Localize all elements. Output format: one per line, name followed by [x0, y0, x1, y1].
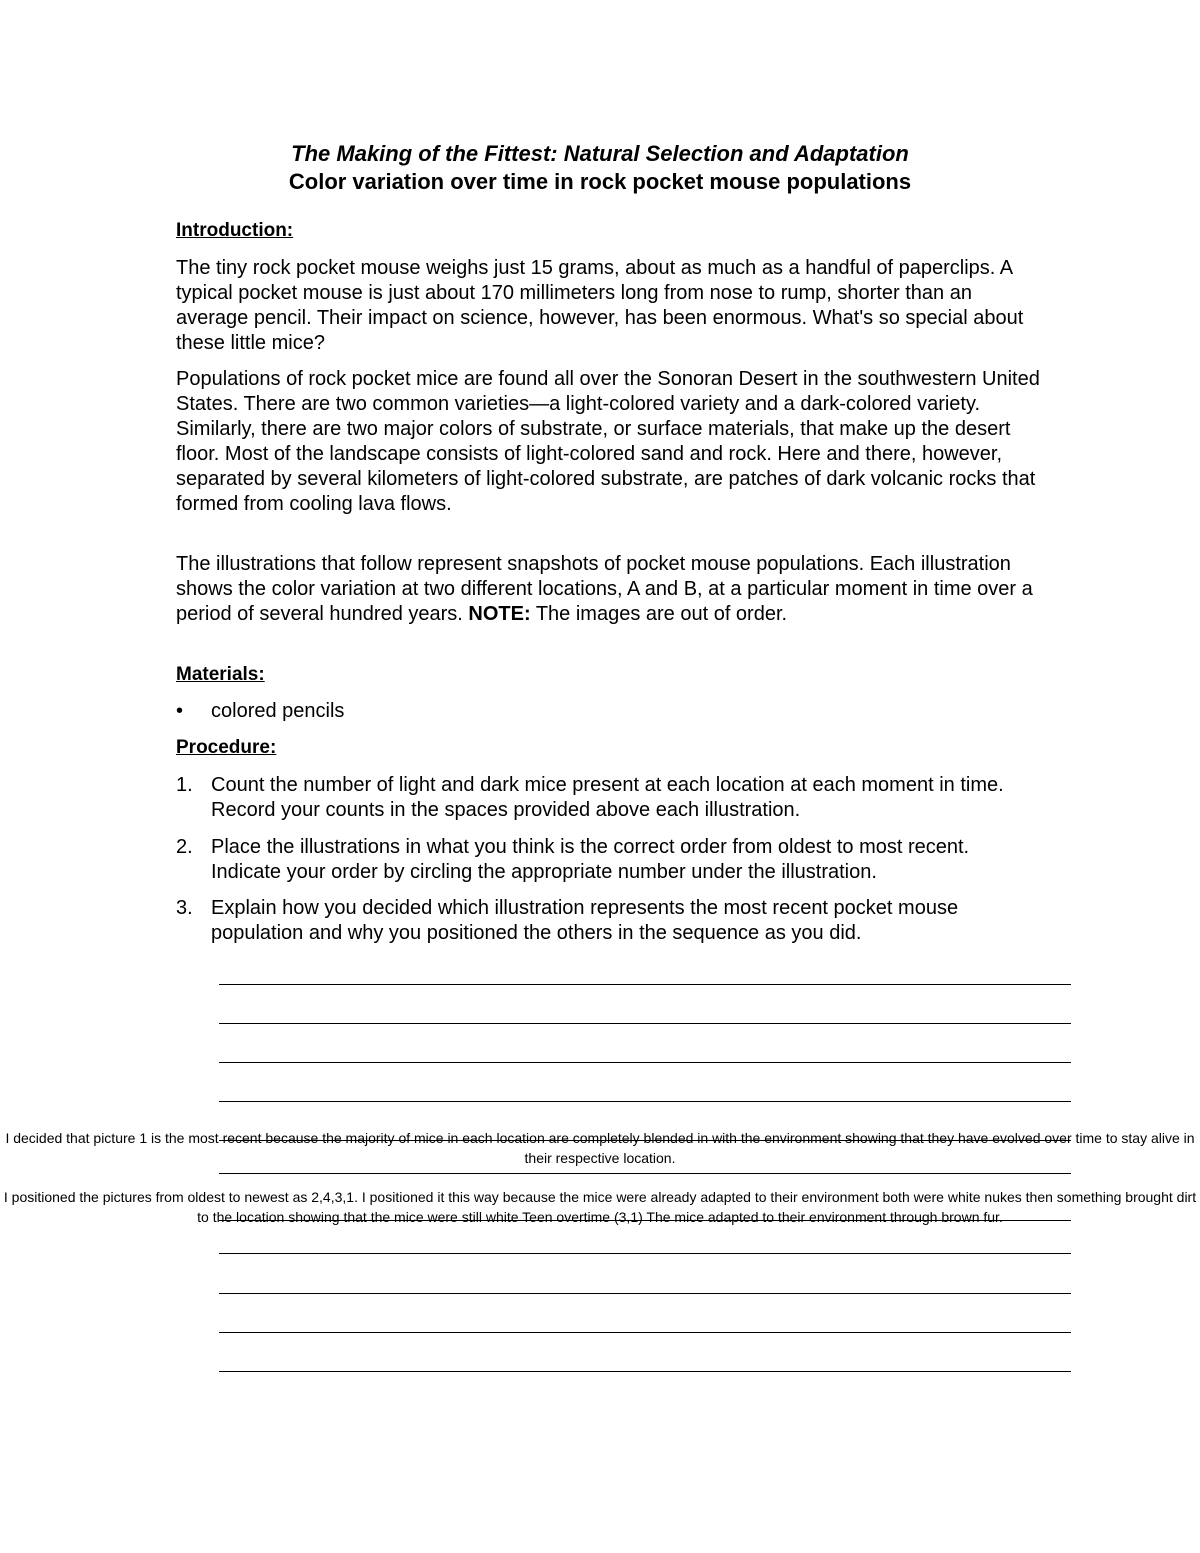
procedure-step-2-number: 2. [176, 836, 193, 858]
introduction-paragraph-2: Populations of rock pocket mice are found all over the Sonoran Desert in the southwestern United States. There are two common varieties—a light-colored variety and a dark-colored variety. Similarly, there are two major colors of substrate, or surface materials, that make up the desert floor. Most of the landscape consists of light-colored sand and rock. Here and there, however, separated by several kilometers of light-colored substrate, are patches of dark volcanic rocks that formed from cooling lava flows. [176, 368, 1040, 515]
introduction-paragraph-3 [176, 552, 1046, 627]
document-title: The Making of the Fittest: Natural Selection and Adaptation [291, 141, 909, 166]
handwritten-answer-1: I decided that picture 1 is the most recent because the majority of mice in each location are completely blended in with the environment showing that they have evolved over time to stay alive in their respective location. [5, 1130, 1195, 1166]
procedure-step-3-number: 3. [176, 897, 193, 919]
answer-line [219, 1062, 1071, 1063]
materials-bullet: • [176, 700, 184, 722]
answer-line [219, 1293, 1071, 1294]
answer-line [219, 1023, 1071, 1024]
paragraph-3-text: The illustrations that follow represent snapshots of pocket mouse populations. Each illustration shows the color variation at two different locations, A and B, at a particular moment in time over a period of several hundred years. [176, 553, 1033, 625]
note-label: NOTE: [468, 603, 531, 625]
document-subtitle: Color variation over time in rock pocket mouse populations [288, 169, 912, 194]
procedure-step-1-text: Count the number of light and dark mice present at each location at each moment in time. Record your counts in the spaces provided above each illustration. [211, 774, 1004, 821]
materials-heading: Materials: [176, 664, 265, 685]
answer-line [219, 1332, 1071, 1333]
materials-item: colored pencils [211, 700, 345, 722]
procedure-step-1-number: 1. [176, 774, 193, 796]
answer-line [219, 984, 1071, 985]
handwritten-answer-2: I positioned the pictures from oldest to newest as 2,4,3,1. I positioned it this way because the mice were already adapted to their environment both were white nukes then something brought dirt to the location showing that the mice were still white Teen overtime (3,1) The mice adapted to their environment through brown fur. [3, 1189, 1197, 1225]
answer-line [219, 1173, 1071, 1174]
introduction-heading: Introduction: [176, 220, 294, 241]
procedure-heading: Procedure: [176, 737, 277, 758]
answer-line [219, 1253, 1071, 1254]
procedure-step-3-text: Explain how you decided which illustration represents the most recent pocket mouse population and why you positioned the others in the sequence as you did. [211, 897, 959, 944]
note-text: The images are out of order. [535, 603, 788, 625]
introduction-paragraph-1: The tiny rock pocket mouse weighs just 15 grams, about as much as a handful of paperclips. A typical pocket mouse is just about 170 millimeters long from nose to rump, shorter than an average pencil. Their impact on science, however, has been enormous. What's so special about these little mice? [176, 257, 1024, 354]
answer-line [219, 1371, 1071, 1372]
answer-line [219, 1101, 1071, 1102]
procedure-step-2-text: Place the illustrations in what you think is the correct order from oldest to most recent. Indicate your order by circling the appropriate number under the illustration. [211, 836, 970, 883]
